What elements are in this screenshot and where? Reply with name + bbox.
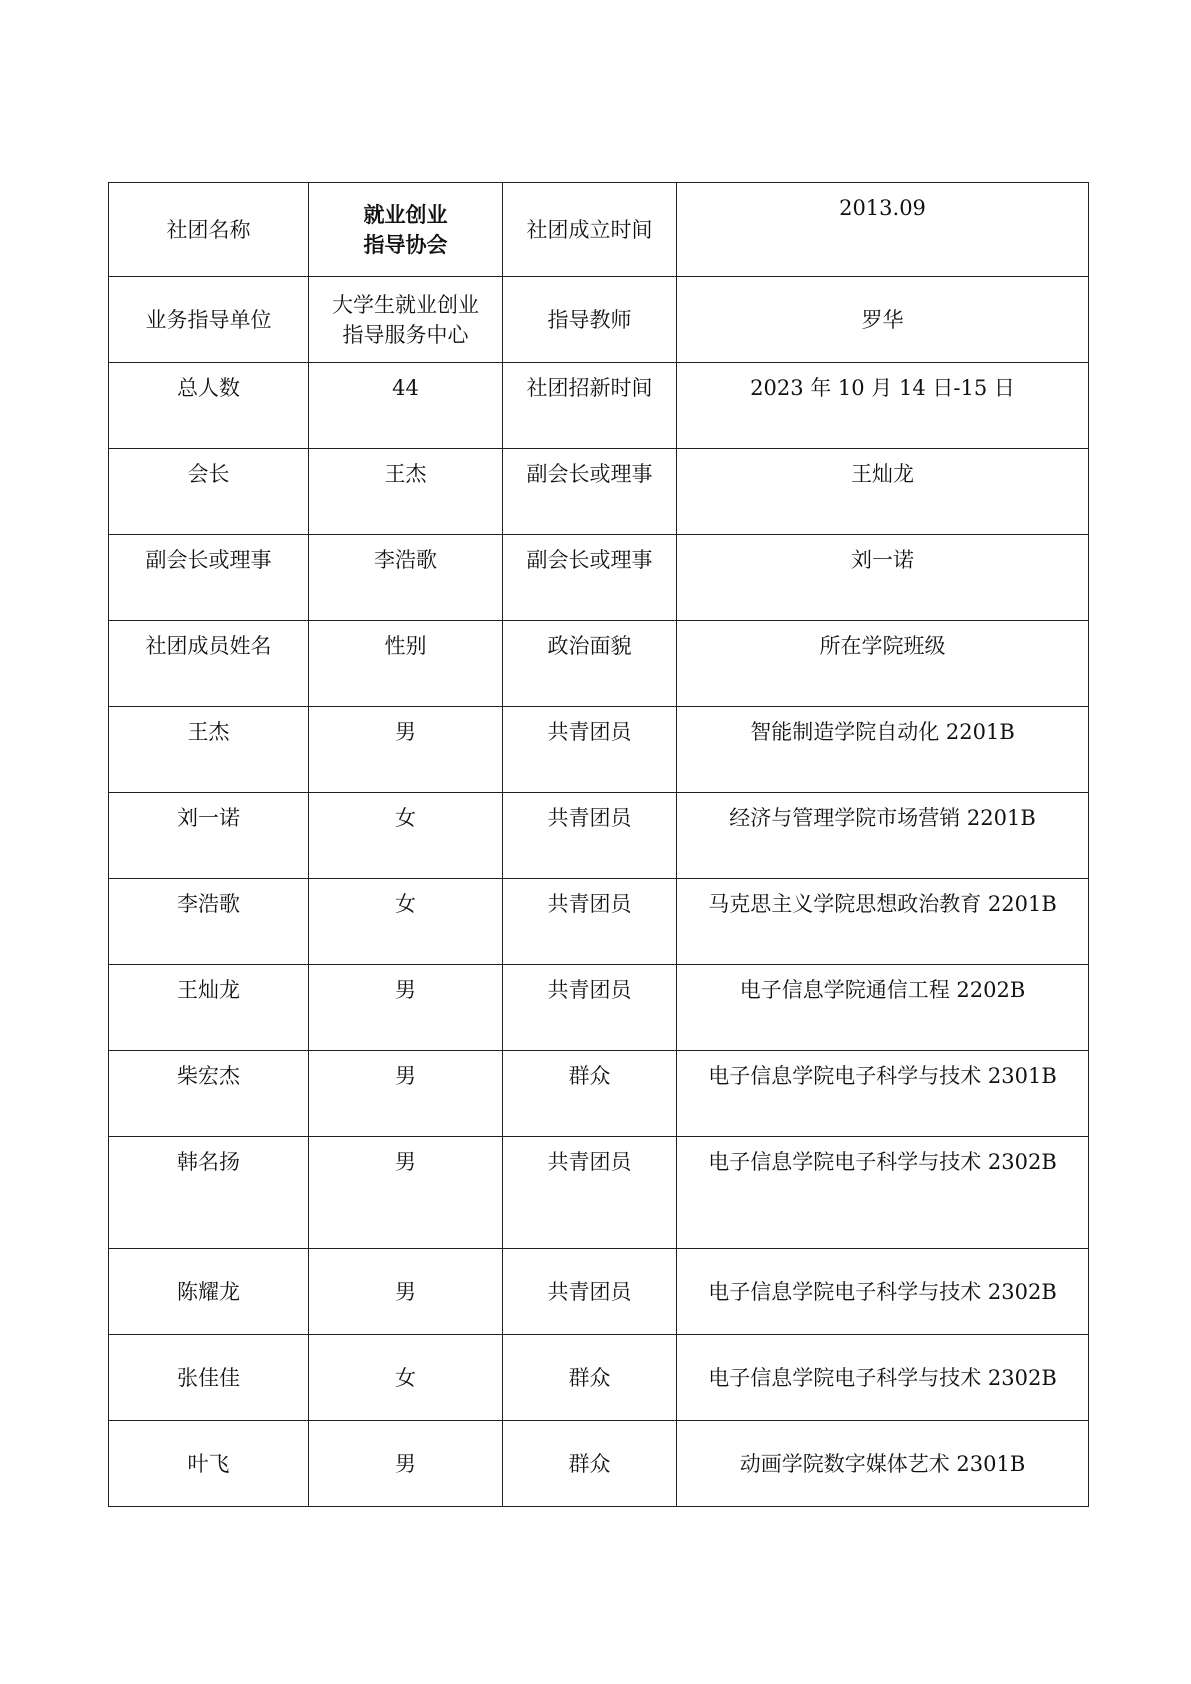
member-name: 韩名扬 (177, 1150, 240, 1174)
advisor-label: 指导教师 (547, 307, 632, 332)
founded-value-cell (677, 183, 1089, 277)
member-gender: 男 (395, 1150, 416, 1174)
row-supervisor (109, 277, 1089, 363)
row-total (109, 363, 1089, 449)
row-vice-presidents (109, 535, 1089, 621)
founded-label: 社团成立时间 (526, 217, 653, 242)
member-political: 共青团员 (547, 806, 632, 830)
member-college-class: 马克思主义学院思想政治教育 2201B (708, 892, 1057, 916)
member-college-class: 经济与管理学院市场营销 2201B (729, 806, 1036, 830)
club-name-label: 社团名称 (166, 217, 251, 242)
table-row (109, 1137, 1089, 1249)
member-political: 共青团员 (547, 720, 632, 744)
member-gender: 女 (395, 806, 416, 830)
club-name-value-cell (309, 183, 503, 277)
vp2-value: 李浩歌 (374, 548, 437, 572)
supervisor-value-cell (309, 277, 503, 363)
founded-value: 2013.09 (839, 196, 926, 220)
member-name: 张佳佳 (177, 1365, 240, 1390)
advisor-value-cell (677, 277, 1089, 363)
member-college-class: 电子信息学院电子科学与技术 2302B (708, 1150, 1057, 1174)
table-row (109, 1051, 1089, 1137)
table-row (109, 1249, 1089, 1335)
member-gender: 男 (395, 1451, 416, 1476)
member-name: 陈耀龙 (177, 1279, 240, 1304)
member-political: 共青团员 (547, 892, 632, 916)
table-row (109, 965, 1089, 1051)
member-name: 李浩歌 (177, 892, 240, 916)
table-row (109, 793, 1089, 879)
members-header-row (109, 621, 1089, 707)
member-college-class: 电子信息学院电子科学与技术 2302B (708, 1365, 1057, 1390)
member-gender: 女 (395, 892, 416, 916)
member-college-class: 动画学院数字媒体艺术 2301B (739, 1451, 1026, 1476)
member-political: 群众 (568, 1064, 611, 1088)
table-row (109, 1421, 1089, 1507)
member-college-class: 电子信息学院电子科学与技术 2301B (708, 1064, 1057, 1088)
member-political: 共青团员 (547, 1150, 632, 1174)
club-info-table (108, 182, 1089, 1507)
table-row (109, 707, 1089, 793)
founded-label-cell (503, 183, 677, 277)
col-header-name: 社团成员姓名 (145, 634, 272, 658)
vp3-value: 刘一诺 (851, 548, 914, 572)
member-name: 叶飞 (187, 1451, 230, 1476)
member-college-class: 电子信息学院通信工程 2202B (739, 978, 1026, 1002)
member-gender: 男 (395, 720, 416, 744)
recruit-value: 2023 年 10 月 14 日-15 日 (750, 376, 1015, 400)
col-header-political: 政治面貌 (547, 634, 632, 658)
member-political: 共青团员 (547, 1279, 632, 1304)
total-value: 44 (392, 376, 419, 400)
col-header-gender: 性别 (384, 634, 427, 658)
member-gender: 男 (395, 1279, 416, 1304)
table-row (109, 879, 1089, 965)
recruit-label: 社团招新时间 (526, 376, 653, 400)
member-name: 王杰 (187, 720, 230, 744)
supervisor-unit-line1: 大学生就业创业 (332, 292, 479, 317)
member-gender: 女 (395, 1365, 416, 1390)
member-gender: 男 (395, 978, 416, 1002)
member-political: 群众 (568, 1451, 611, 1476)
advisor-label-cell (503, 277, 677, 363)
supervisor-label-cell (109, 277, 309, 363)
member-college-class: 电子信息学院电子科学与技术 2302B (708, 1279, 1057, 1304)
supervisor-unit-line2: 指导服务中心 (342, 322, 469, 347)
member-political: 群众 (568, 1365, 611, 1390)
club-name-label-cell (109, 183, 309, 277)
club-name-line2: 指导协会 (363, 232, 448, 257)
supervisor-unit-label: 业务指导单位 (145, 307, 272, 332)
total-label: 总人数 (177, 376, 240, 400)
member-gender: 男 (395, 1064, 416, 1088)
vp1-value: 王灿龙 (851, 462, 914, 486)
vp1-label: 副会长或理事 (526, 462, 653, 486)
member-college-class: 智能制造学院自动化 2201B (750, 720, 1015, 744)
advisor-value: 罗华 (861, 307, 904, 332)
member-name: 刘一诺 (177, 806, 240, 830)
row-president (109, 449, 1089, 535)
table-row (109, 1335, 1089, 1421)
president-value: 王杰 (384, 462, 427, 486)
member-political: 共青团员 (547, 978, 632, 1002)
vp3-label: 副会长或理事 (526, 548, 653, 572)
vp2-label: 副会长或理事 (145, 548, 272, 572)
col-header-college-class: 所在学院班级 (819, 634, 946, 658)
row-club-name (109, 183, 1089, 277)
club-name-line1: 就业创业 (363, 202, 448, 227)
member-name: 王灿龙 (177, 978, 240, 1002)
member-name: 柴宏杰 (177, 1064, 240, 1088)
president-label: 会长 (187, 462, 230, 486)
